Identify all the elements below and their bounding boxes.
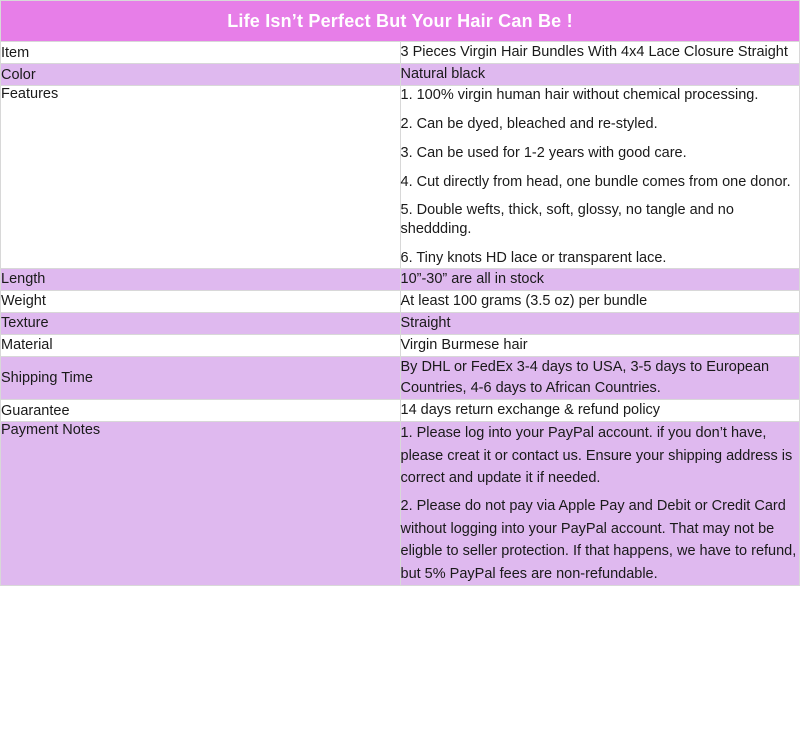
table-row-texture [1,312,800,334]
list-item: 4. Cut directly from head, one bundle comes from one donor. [400,173,791,190]
row-value-item: 3 Pieces Virgin Hair Bundles With 4x4 Lace Closure Straight [400,42,800,64]
table-row-shipping-time [1,357,800,400]
features-list [401,86,800,268]
row-value-texture: Straight [400,312,800,334]
table-row-weight [1,290,800,312]
table-row-material [1,334,800,356]
payment-note: 1. Please log into your PayPal account. if you don’t have, please creat it or contact us. Ensure your shipping address is correct and update it if needed. [400,425,793,486]
list-item: 5. Double wefts, thick, soft, glossy, no tangle and no sheddding. [400,202,734,238]
row-label-shipping-time: Shipping Time [1,357,401,400]
list-item: 6. Tiny knots HD lace or transparent lace. [400,250,667,267]
row-value-features [400,86,800,269]
row-label-item: Item [1,42,401,64]
table-row-length [1,268,800,290]
table-row-features [1,86,800,269]
row-value-payment-notes [400,422,800,586]
row-value-weight: At least 100 grams (3.5 oz) per bundle [400,290,800,312]
row-label-payment-notes: Payment Notes [1,422,401,586]
row-value-color: Natural black [400,64,800,86]
table-row-guarantee [1,400,800,422]
row-value-guarantee: 14 days return exchange & refund policy [400,400,800,422]
page-title: Life Isn’t Perfect But Your Hair Can Be ! [1,1,800,42]
table-row-color [1,64,800,86]
table-row-payment-notes [1,422,800,586]
row-label-color: Color [1,64,401,86]
row-label-texture: Texture [1,312,401,334]
row-value-shipping-time: By DHL or FedEx 3-4 days to USA, 3-5 days to European Countries, 4-6 days to African Countries. [400,357,800,400]
table-title-row [1,1,800,42]
row-value-material: Virgin Burmese hair [400,334,800,356]
row-label-guarantee: Guarantee [1,400,401,422]
list-item: 1. 100% virgin human hair without chemical processing. [400,87,759,104]
row-label-features: Features [1,86,401,269]
table-row-item [1,42,800,64]
list-item: 2. Can be dyed, bleached and re-styled. [400,115,658,132]
list-item: 3. Can be used for 1-2 years with good care. [400,144,687,161]
payment-note: 2. Please do not pay via Apple Pay and Debit or Credit Card without logging into your PayPal account. That may not be eligble to seller protection. If that happens, we have to refund, but 5% PayPal fees are non-refundable. [400,498,797,582]
row-value-length: 10”-30” are all in stock [400,268,800,290]
row-label-material: Material [1,334,401,356]
row-label-weight: Weight [1,290,401,312]
row-label-length: Length [1,268,401,290]
